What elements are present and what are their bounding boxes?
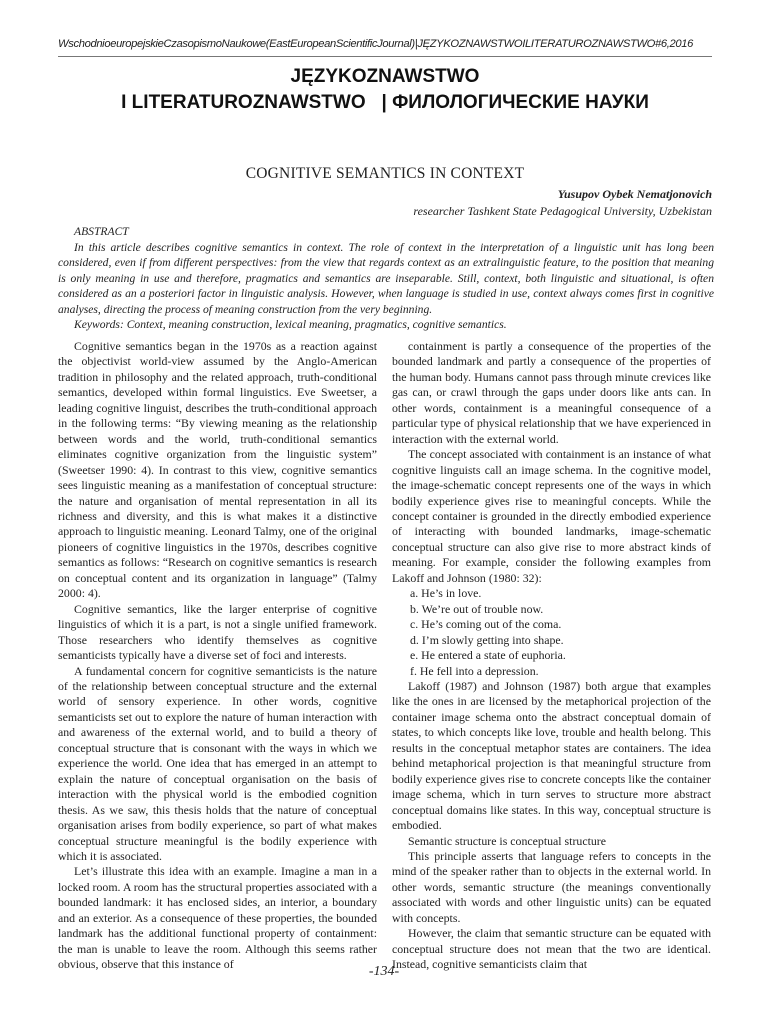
paragraph: containment is partly a consequence of the properties of the bounded landmark and partly a consequence of the properties of the human body. Humans cannot pass through minute crevices like gas can, or crawl through the gaps under doors like ants can. In other words, containment is a meaningful consequence of a particular type of physical relationship that we have experienced in interaction with the external world. [392,339,711,446]
paragraph: Cognitive semantics, like the larger enterprise of cognitive linguistics of which it is a part, is not a single unified framework. Those researchers who identify themselves as cognitive semanticists typically have a diverse set of foci and interests. [58,601,377,663]
paragraph: A fundamental concern for cognitive semanticists is the nature of the relationship between conceptual structure and the external world of sensory experience. In other words, cognitive semanticists set out to explore the nature of human interaction with and awareness of the external world, and to build a theory of conceptual structure that is consonant with the ways in which we experience the world. One idea that has emerged in an attempt to explain the nature of conceptual organisation on the basis of interaction with the physical world is the embodied cognition thesis. As we saw, this thesis holds that the nature of conceptual organisation arises from bodily experience, so part of what makes conceptual structure meaningful is the bodily experience with which it is associated. [58,663,377,863]
example-item: c. He’s coming out of the coma. [410,617,562,632]
example-item: f. He fell into a depression. [410,663,539,678]
paragraph: This principle asserts that language refers to concepts in the mind of the speaker rather than to objects in the external world. In other words, semantic structure (the meanings conventionally associated with words and other linguistic units) can be equated with concepts. [392,848,711,925]
section-title [58,64,712,116]
example-item: d. I’m slowly getting into shape. [410,632,564,647]
paragraph: Cognitive semantics began in the 1970s as a reaction against the objectivist world-view assumed by the Anglo-American tradition in philosophy and the related approach, truth-conditional semantics, developed within formal linguistics. Eve Sweetser, a leading cognitive linguist, describes the truth-conditional approach in the following terms: “By viewing meaning as the relationship between words and the world, truth-conditional semantics eliminates cognitive organization from the linguistic system” (Sweetser 1990: 4). In contrast to this view, cognitive semantics sees linguistic meaning as a manifestation of conceptual structure: the nature and organisation of mental representation in all its richness and diversity, and this is what makes it a distinctive approach to linguistic meaning. Leonard Talmy, one of the original pioneers of cognitive linguistics in the 1970s, describes cognitive semantics as follows: “Research on cognitive semantics is research on conceptual content and its organization in language” (Talmy 2000: 4). [58,339,377,601]
body-column-right [392,339,711,973]
running-head: WschodnioeuropejskieCzasopismoNaukowe(EastEuropeanScientificJournal)|JĘZYKOZNAWSTWOILITERATUROZNAWSTWO#6,2016 [58,38,693,50]
paragraph: The concept associated with containment is an instance of what cognitive linguists call an image schema. In the cognitive model, the image-schematic concept represents one of the ways in which bodily experience gives rise to meaningful concepts. While the concept container is grounded in the directly embodied experience of interacting with bounded landmarks, image-schematic conceptual structure can also give rise to more abstract kinds of meaning. For example, consider the following examples from Lakoff and Johnson (1980: 32): [392,447,711,585]
abstract-label: ABSTRACT [74,225,129,238]
example-item: a. He’s in love. [410,586,482,601]
example-item: b. We’re out of trouble now. [410,601,544,616]
author-affiliation: researcher Tashkent State Pedagogical University, Uzbekistan [413,204,712,218]
article-title: COGNITIVE SEMANTICS IN CONTEXT [245,165,525,182]
example-item: e. He entered a state of euphoria. [410,648,566,663]
abstract-text: In this article describes cognitive semantics in context. The role of context in the interpretation of a linguistic unit has long been considered, even if from different perspectives: from the view that regards context as an extralinguistic feature, to the position that meaning is only meaning in use and therefore, pragmatics and semantics are inseparable. Still, context, both linguistic and situational, is often considered as an a posteriori factor in linguistic analysis. However, when language is studied in use, context always comes first in cognitive analyses, directing the process of meaning construction from the very beginning. [58,240,714,316]
section-title-russian: | ФИЛОЛОГИЧЕСКИЕ НАУКИ [381,92,649,113]
section-title-polish: I LITERATUROZNAWSTWO [121,92,366,113]
body-column-left [58,339,377,973]
abstract [58,224,714,333]
section-title-line1: JĘZYKOZNAWSTWO [290,66,480,87]
section-title-line2 [58,90,712,116]
keywords: Keywords: Context, meaning construction, lexical meaning, pragmatics, cognitive semantics. [74,318,507,331]
header-rule [58,56,712,57]
paragraph: Lakoff (1987) and Johnson (1987) both argue that examples like the ones in are licensed by the metaphorical projection of the container image schema onto the abstract conceptual domain of states, to which concepts like love, trouble and health belong. This results in the conceptual metaphor states are containers. The idea behind metaphorical projection is that meaningful structure from bodily experience gives rise to concrete concepts like the container image schema, which in turn serves to structure more abstract conceptual domains like states. In this way, conceptual structure is embodied. [392,678,711,833]
author-name: Yusupov Oybek Nematjonovich [557,187,712,201]
page-number: -134- [368,964,400,979]
paragraph: However, the claim that semantic structure can be equated with conceptual structure does not mean that the two are identical. Instead, cognitive semanticists claim that [392,926,711,972]
paragraph: Let’s illustrate this idea with an example. Imagine a man in a locked room. A room has the structural properties associated with a bounded landmark: it has enclosed sides, an interior, a boundary and an exterior. As a consequence of these properties, the bounded landmark has the additional functional property of containment: the man is unable to leave the room. Although this seems rather obvious, observe that this instance of [58,864,377,972]
subheading: Semantic structure is conceptual structure [408,833,606,848]
